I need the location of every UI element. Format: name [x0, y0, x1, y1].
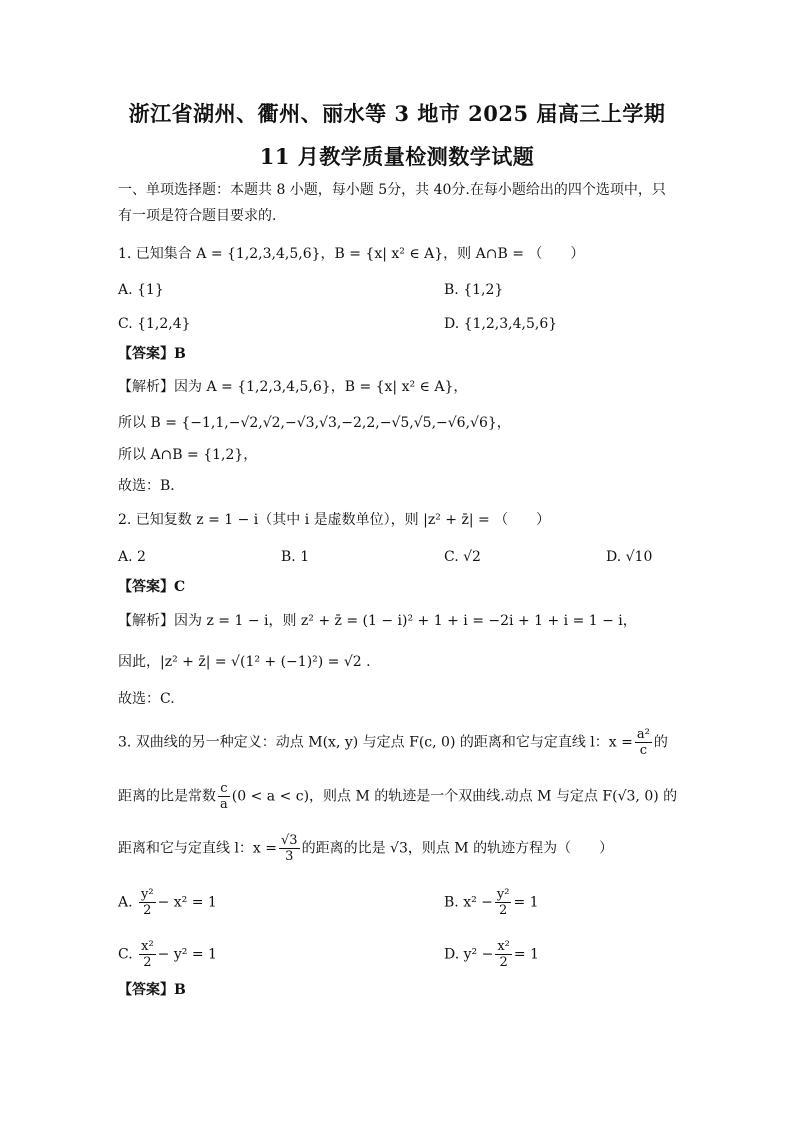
q1-analysis-line-1: 【解析】因为 A = {1,2,3,4,5,6}，B = {x| x² ∈ A}，: [118, 379, 468, 395]
q3-option-b: [444, 887, 539, 918]
fraction-numerator: a²: [636, 727, 650, 742]
option-tail: − y² = 1: [157, 946, 217, 963]
fraction-denominator: 2: [499, 903, 508, 918]
option-fraction: [139, 939, 156, 970]
q2-stem: 2. 已知复数 z = 1 − i（其中 i 是虚数单位），则 |z² + z̄| = （ ）: [118, 512, 551, 528]
q1-option-c: C. {1,2,4}: [118, 316, 191, 332]
q3-stem-line-3: [118, 833, 613, 864]
q2-analysis-line-1: 【解析】因为 z = 1 − i，则 z² + z̄ = (1 − i)² + 1 + i = −2i + 1 + i = 1 − i，: [118, 613, 637, 629]
section-header-line-1: 一、单项选择题：本题共 8 小题，每小题 5分，共 40分.在每小题给出的四个选项中，只: [118, 182, 666, 198]
q3-stem-line-2: [118, 781, 677, 812]
fraction-denominator: 2: [499, 955, 508, 970]
option-lead: D. y² −: [444, 946, 494, 963]
q3-fraction-c-over-a: [218, 781, 230, 812]
q1-analysis-line-4: 故选：B．: [118, 478, 185, 494]
option-tail: − x² = 1: [157, 894, 217, 911]
q3-stem-line-3-text: 距离和它与定直线 l：x =: [118, 840, 278, 857]
q3-stem-line-1-text: 3. 双曲线的另一种定义：动点 M(x, y) 与定点 F(c, 0) 的距离和它与定直线 l：x =: [118, 734, 633, 751]
q2-option-d: D. √10: [606, 549, 653, 565]
option-tail: = 1: [513, 894, 539, 911]
section-header-line-2: 有一项是符合题目要求的.: [118, 208, 277, 224]
option-letter: C.: [118, 946, 133, 963]
q1-stem: 1. 已知集合 A = {1,2,3,4,5,6}，B = {x| x² ∈ A}，则 A∩B = （ ）: [118, 246, 585, 262]
q2-option-a: A. 2: [118, 549, 146, 565]
title-line-1: 浙江省湖州、衢州、丽水等 3 地市 2025 届高三上学期: [128, 101, 666, 126]
q3-stem-line-2-text: 距离的比是常数: [118, 788, 216, 805]
q1-answer: 【答案】B: [118, 346, 186, 362]
q1-option-b: B. {1,2}: [444, 282, 504, 298]
q3-option-a: [118, 887, 217, 918]
q2-answer: 【答案】C: [118, 579, 186, 595]
title-line-2: 11 月教学质量检测数学试题: [259, 144, 535, 169]
option-tail: = 1: [513, 946, 539, 963]
q3-stem-line-2-tail: (0 < a < c)，则点 M 的轨迹是一个双曲线.动点 M 与定点 F(√3, 0) 的: [231, 788, 678, 805]
fraction-denominator: 3: [285, 849, 294, 864]
fraction-denominator: a: [220, 797, 228, 812]
option-fraction: [495, 887, 512, 918]
fraction-numerator: √3: [281, 833, 298, 848]
q3-stem-line-1-tail: 的: [653, 734, 668, 751]
fraction-numerator: c: [220, 781, 228, 796]
q1-analysis-line-2: 所以 B = {−1,1,−√2,√2,−√3,√3,−2,2,−√5,√5,−√6,√6}，: [118, 415, 511, 431]
q2-option-c: C. √2: [444, 549, 481, 565]
option-lead: B. x² −: [444, 894, 493, 911]
q2-analysis-line-2: 因此，|z² + z̄| = √(1² + (−1)²) = √2 .: [118, 654, 371, 670]
fraction-denominator: 2: [143, 903, 152, 918]
q2-option-b: B. 1: [281, 549, 310, 565]
q3-option-c: [118, 939, 217, 970]
fraction-denominator: 2: [143, 955, 152, 970]
option-fraction: [139, 887, 156, 918]
q1-option-a: A. {1}: [118, 282, 164, 298]
q1-analysis-line-3: 所以 A∩B = {1,2}，: [118, 447, 258, 463]
q3-option-d: [444, 939, 539, 970]
fraction-numerator: y²: [496, 887, 510, 902]
q3-stem-line-3-tail: 的距离的比是 √3，则点 M 的轨迹方程为（ ）: [301, 840, 614, 857]
fraction-denominator: c: [639, 743, 647, 758]
option-letter: A.: [118, 894, 133, 911]
q3-fraction-sqrt3-over-3: [279, 833, 300, 864]
q3-stem-line-1: [118, 727, 668, 758]
option-fraction: [495, 939, 512, 970]
fraction-numerator: x²: [497, 939, 510, 954]
q3-answer: 【答案】B: [118, 982, 186, 998]
q1-option-d: D. {1,2,3,4,5,6}: [444, 316, 558, 332]
fraction-numerator: x²: [141, 939, 154, 954]
q3-fraction-a2-over-c: [635, 727, 652, 758]
q2-analysis-line-3: 故选：C.: [118, 691, 175, 707]
fraction-numerator: y²: [141, 887, 154, 902]
